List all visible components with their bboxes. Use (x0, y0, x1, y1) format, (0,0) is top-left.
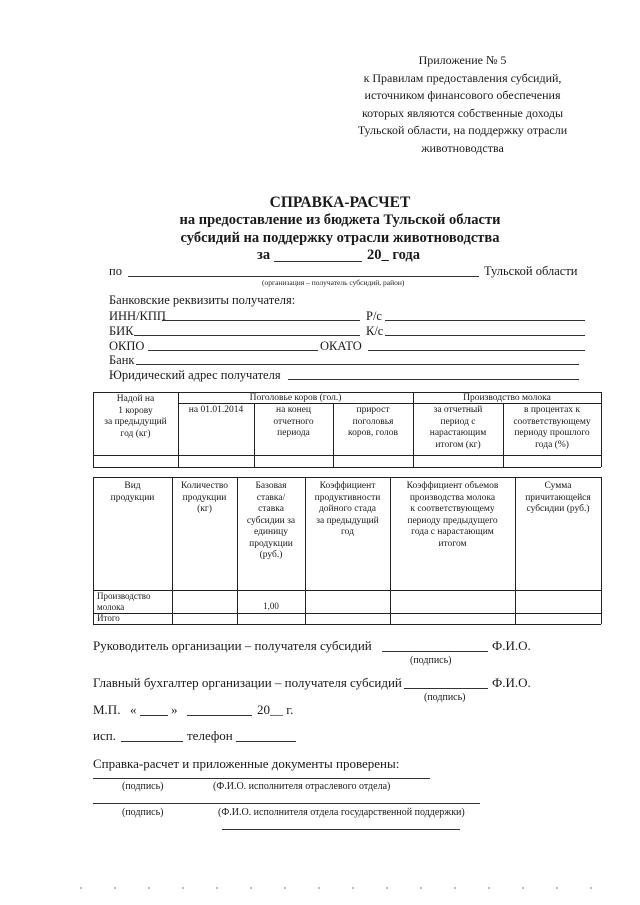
title-year: 20_ года (367, 247, 421, 263)
th-reporting-period: за отчетный период с нарастающим итогом (кг) (429, 405, 487, 450)
organization-field[interactable] (128, 276, 479, 277)
ks-field[interactable] (385, 335, 585, 336)
appendix-header (350, 52, 575, 157)
appendix-line: источником финансового обеспечения (364, 88, 561, 102)
executor-label: исп. (93, 728, 116, 743)
title-za: за (257, 247, 271, 263)
executor-field[interactable] (121, 741, 183, 742)
th-milk-yield: Надой на 1 корову за предыдущий год (кг) (104, 394, 167, 439)
accountant-fio-label: Ф.И.О. (492, 675, 531, 690)
bank-field[interactable] (136, 364, 579, 365)
year-label: 20__ г. (257, 702, 294, 717)
okato-label: ОКАТО (320, 339, 362, 353)
title-line-2: на предоставление из бюджета Тульской области (179, 212, 501, 228)
th-cow-count: Поголовье коров (гол.) (249, 393, 342, 403)
address-label: Юридический адрес получателя (109, 368, 281, 382)
check-line-3[interactable] (222, 829, 460, 830)
quote-open: « (130, 702, 137, 717)
appendix-line: Тульской области, на поддержку отрасли (357, 123, 568, 137)
quote-close: » (171, 702, 178, 717)
document-title: СПРАВКА-РАСЧЕТ (269, 194, 411, 211)
mp-label: М.П. (93, 702, 121, 717)
appendix-line: к Правилам предоставления субсидий, (363, 70, 562, 85)
th-cow-growth: прирост поголовья коров, голов (348, 405, 398, 438)
rs-field[interactable] (385, 320, 585, 321)
phone-label: телефон (187, 728, 233, 743)
scan-artifact-dots (80, 887, 600, 889)
appendix-line: животноводства (421, 140, 504, 155)
inn-label: ИНН/КПП (109, 309, 166, 323)
okpo-field[interactable] (148, 350, 318, 351)
org-caption: (организация – получатель субсидий, район) (262, 278, 405, 287)
th-period-end: на конец отчетного периода (273, 405, 314, 438)
head-signature-field[interactable] (382, 651, 488, 652)
accountant-signature-caption: (подпись) (424, 692, 466, 703)
check-signature-caption-1: (подпись) (122, 781, 164, 792)
th-base-rate: Базовая ставка/ ставка субсидии за единицу продукции (руб.) (246, 481, 296, 560)
th-productivity-coef: Коэффициент продуктивности дойного стада за предыдущий год (314, 481, 381, 537)
row-milk-production: Производство молока (97, 591, 151, 612)
cell-base-rate-value: 1,00 (263, 601, 279, 611)
bank-heading: Банковские реквизиты получателя: (109, 293, 296, 307)
day-field[interactable] (140, 715, 168, 716)
th-volume-coef: Коэффициент объемов производства молока к соответствующему периоду предыдущего года с нарастающим итогом (406, 481, 499, 549)
rs-label: Р/с (366, 309, 382, 323)
month-field[interactable] (187, 715, 252, 716)
check-line-2[interactable] (93, 803, 480, 804)
title-line-3: субсидий на поддержку отрасли животноводства (180, 230, 500, 246)
address-field[interactable] (288, 379, 579, 380)
state-fio-caption: (Ф.И.О. исполнителя отдела государственной поддержки) (218, 807, 465, 818)
org-region-label: Тульской области (484, 264, 578, 278)
head-label: Руководитель организации – получателя субсидий (93, 638, 372, 653)
phone-field[interactable] (236, 741, 296, 742)
bank-label: Банк (109, 353, 135, 367)
th-quantity: Количество продукции (кг) (180, 481, 229, 514)
th-milk-production: Производство молока (463, 393, 551, 403)
accountant-label: Главный бухгалтер организации – получателя субсидий (93, 675, 402, 690)
head-fio-label: Ф.И.О. (492, 638, 531, 653)
inn-field[interactable] (162, 320, 360, 321)
ks-label: К/с (366, 324, 384, 338)
appendix-line: Приложение № 5 (418, 53, 507, 67)
period-field[interactable] (274, 261, 362, 262)
th-product-type: Вид продукции (110, 481, 155, 503)
check-line-1[interactable] (93, 778, 430, 779)
th-percent-last-year: в процентах к соответствующему периоду прошлого года (%) (513, 405, 591, 450)
org-po-label: по (109, 264, 122, 278)
branch-fio-caption: (Ф.И.О. исполнителя отраслевого отдела) (213, 781, 391, 792)
head-signature-caption: (подпись) (410, 655, 452, 666)
th-subsidy-amount: Сумма причитающейся субсидии (руб.) (525, 481, 591, 514)
checked-label: Справка-расчет и приложенные документы проверены: (93, 756, 400, 771)
bik-label: БИК (109, 324, 134, 338)
check-signature-caption-2: (подпись) (122, 807, 164, 818)
row-total: Итого (97, 613, 120, 623)
appendix-line: которых являются собственные доходы (361, 105, 564, 120)
okato-field[interactable] (368, 350, 585, 351)
accountant-signature-field[interactable] (404, 688, 488, 689)
th-date: на 01.01.2014 (188, 405, 244, 415)
okpo-label: ОКПО (109, 339, 145, 353)
bik-field[interactable] (134, 335, 360, 336)
